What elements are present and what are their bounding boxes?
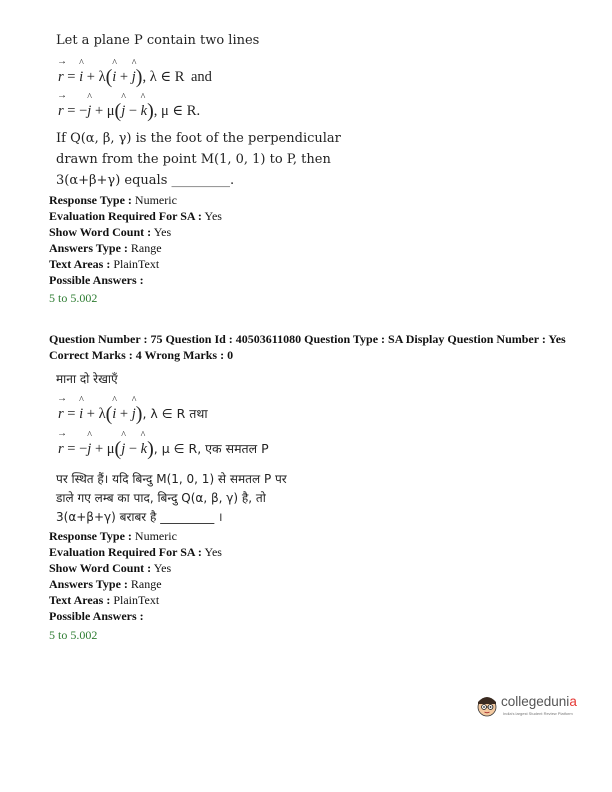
plus-sign: + bbox=[119, 406, 129, 422]
unit-vector-j: ^ j bbox=[121, 441, 125, 458]
equation-tail: , μ ∈ R. bbox=[153, 103, 201, 119]
plus-sign: + bbox=[119, 69, 129, 85]
unit-vector-i: ^ i bbox=[79, 406, 83, 423]
meta-row-text-areas: Text Areas : PlainText bbox=[49, 257, 160, 271]
possible-answer-value: 5 to 5.002 bbox=[49, 291, 98, 305]
equals-sign: = bbox=[67, 406, 76, 422]
equals-sign: = bbox=[67, 103, 76, 119]
mascot-icon bbox=[474, 692, 500, 718]
marks-header: Correct Marks : 4 Wrong Marks : 0 bbox=[49, 348, 234, 362]
question-line: 3(α+β+γ) equals _________. bbox=[56, 173, 235, 188]
vector-r: → r bbox=[58, 406, 64, 423]
question-line-hindi: पर स्थित हैं। यदि बिन्दु M(1, 0, 1) से समतल P पर bbox=[56, 472, 287, 486]
minus-sign: − bbox=[79, 103, 88, 119]
lambda-symbol: λ bbox=[98, 406, 106, 422]
unit-vector-j: ^ j bbox=[121, 103, 125, 120]
meta-row-response-type: Response Type : Numeric bbox=[49, 193, 177, 207]
meta-row-text-areas: Text Areas : PlainText bbox=[49, 593, 160, 607]
unit-vector-j: ^ j bbox=[132, 69, 136, 86]
minus-sign: − bbox=[79, 441, 88, 457]
lambda-symbol: λ bbox=[98, 69, 106, 85]
equals-sign: = bbox=[67, 69, 76, 85]
meta-row-evaluation: Evaluation Required For SA : Yes bbox=[49, 209, 222, 223]
mu-symbol: μ bbox=[106, 441, 115, 457]
plus-sign: + bbox=[94, 103, 104, 119]
brand-tagline: India's largest Student Review Platform bbox=[503, 711, 573, 716]
question-line-hindi: 3(α+β+γ) बराबर है _________ । bbox=[56, 510, 223, 524]
meta-row-evaluation: Evaluation Required For SA : Yes bbox=[49, 545, 222, 559]
meta-row-word-count: Show Word Count : Yes bbox=[49, 225, 172, 239]
mu-symbol: μ bbox=[106, 103, 115, 119]
equation-line-2: → r = −^ j + μ(^ j − ^ k), μ ∈ R. bbox=[58, 100, 200, 123]
unit-vector-j: ^ j bbox=[87, 103, 91, 120]
question-header: Question Number : 75 Question Id : 40503611080 Question Type : SA Display Question Number : Yes bbox=[49, 332, 566, 346]
equation-tail: , μ ∈ R, एक समतल P bbox=[153, 441, 269, 456]
unit-vector-j: ^ j bbox=[132, 406, 136, 423]
meta-row-possible-answers: Possible Answers : bbox=[49, 609, 144, 623]
unit-vector-j: ^ j bbox=[87, 441, 91, 458]
unit-vector-k: ^ k bbox=[141, 441, 147, 458]
meta-row-possible-answers: Possible Answers : bbox=[49, 273, 144, 287]
equals-sign: = bbox=[67, 441, 76, 457]
equation-line-2-hindi: → r = −^ j + μ(^ j − ^ k), μ ∈ R, एक समतल P bbox=[58, 438, 269, 461]
vector-r: → r bbox=[58, 69, 64, 86]
unit-vector-i: ^ i bbox=[79, 69, 83, 86]
meta-row-answers-type: Answers Type : Range bbox=[49, 241, 162, 255]
question-line: drawn from the point M(1, 0, 1) to P, then bbox=[56, 152, 331, 167]
plus-sign: + bbox=[86, 406, 95, 422]
vector-r: → r bbox=[58, 103, 64, 120]
question-intro-hindi: माना दो रेखाएँ bbox=[56, 372, 118, 386]
unit-vector-i: ^ i bbox=[112, 69, 116, 86]
and-word: and bbox=[191, 69, 212, 85]
equation-line-1-hindi: → r = ^ i + λ(^ i + ^ j), λ ∈ R तथा bbox=[58, 403, 208, 426]
equation-tail: , λ ∈ R तथा bbox=[142, 406, 208, 421]
meta-row-answers-type: Answers Type : Range bbox=[49, 577, 162, 591]
minus-sign: − bbox=[128, 103, 138, 119]
equation-tail: , λ ∈ R bbox=[142, 69, 185, 85]
unit-vector-k: ^ k bbox=[141, 103, 147, 120]
question-line-hindi: डाले गए लम्ब का पाद, बिन्दु Q(α, β, γ) है, तो bbox=[56, 491, 266, 505]
meta-row-word-count: Show Word Count : Yes bbox=[49, 561, 172, 575]
plus-sign: + bbox=[86, 69, 95, 85]
unit-vector-i: ^ i bbox=[112, 406, 116, 423]
plus-sign: + bbox=[94, 441, 104, 457]
question-line: If Q(α, β, γ) is the foot of the perpendicular bbox=[56, 131, 341, 146]
meta-row-response-type: Response Type : Numeric bbox=[49, 529, 177, 543]
vector-r: → r bbox=[58, 441, 64, 458]
equation-line-1: → r = ^ i + λ(^ i + ^ j), λ ∈ R and bbox=[58, 66, 212, 89]
possible-answer-value: 5 to 5.002 bbox=[49, 628, 98, 642]
minus-sign: − bbox=[128, 441, 138, 457]
brand-logo-text: collegedunia bbox=[501, 694, 577, 709]
question-intro: Let a plane P contain two lines bbox=[56, 33, 260, 48]
